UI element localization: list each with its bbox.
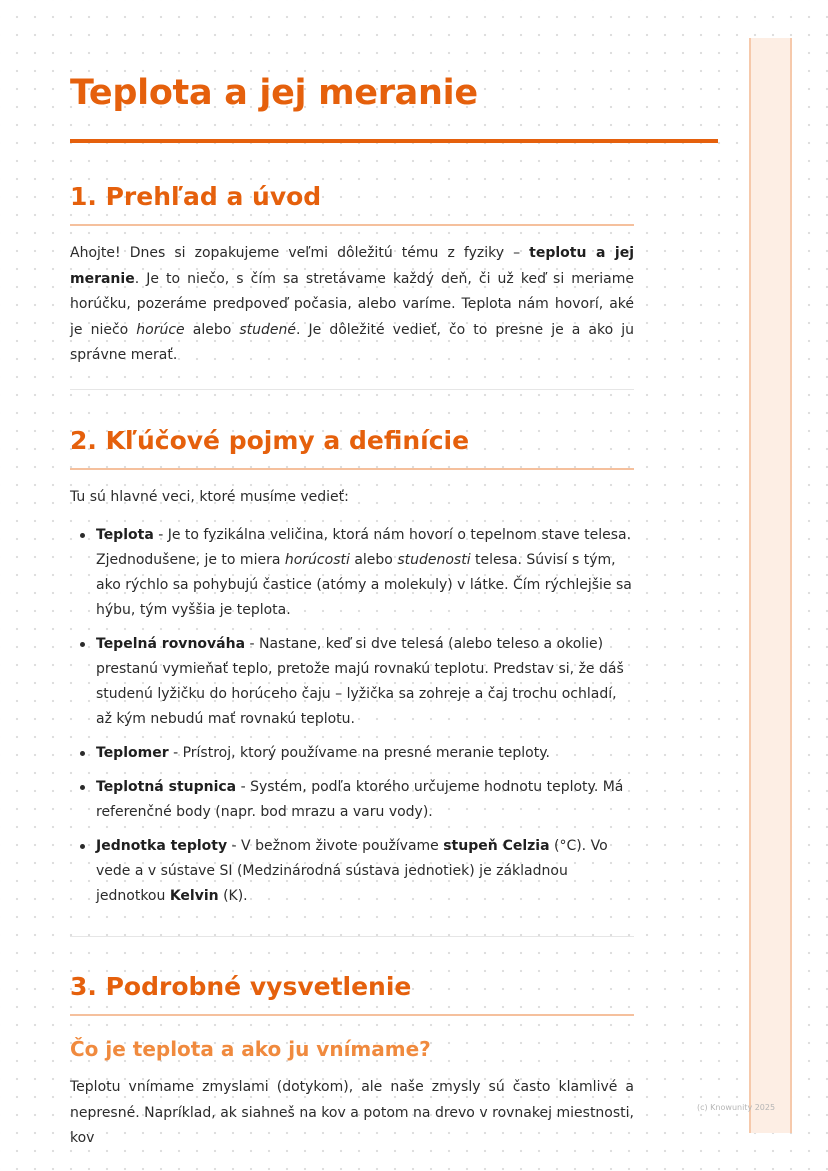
list-item: Jednotka teploty - V bežnom živote používame stupeň Celzia (°C). Vo vede a v sústave SI (Medzinárodná sústava jednotiek) je základnou jednotkou Kelvin (K). <box>70 834 634 909</box>
section-3-heading: 3. Podrobné vysvetlenie <box>70 970 634 1016</box>
copyright-footer: (c) Knowunity 2025 <box>697 1103 776 1112</box>
section-2-heading: 2. Kľúčové pojmy a definície <box>70 424 634 470</box>
list-item: Tepelná rovnováha - Nastane, keď si dve telesá (alebo teleso a okolie) prestanú vymieňať teplo, pretože majú rovnakú teplotu. Predstav si, že dáš studenú lyžičku do horúceho čaju – lyžička sa zohreje a čaj trochu ochladí, až kým nebudú mať rovnakú teplotu. <box>70 632 634 732</box>
document-body <box>70 68 634 1152</box>
section-1-paragraph: Ahojte! Dnes si zopakujeme veľmi dôležitú tému z fyziky – teplotu a jej meranie. Je to niečo, s čím sa stretávame každý deň, či už keď si meriame horúčku, pozeráme predpoveď počasia, alebo varíme. Teplota nám hovorí, aké je niečo horúce alebo studené. Je dôležité vedieť, čo to presne je a ako ju správne merať. <box>70 245 635 363</box>
page-title: Teplota a jej meranie <box>70 73 478 113</box>
subsection-heading: Čo je teplota a ako ju vnímame? <box>70 1037 431 1061</box>
side-margin-strip <box>749 38 792 1133</box>
section-2-intro: Tu sú hlavné veci, ktoré musíme vedieť: <box>70 488 349 505</box>
section-1-heading: 1. Prehľad a úvod <box>70 180 634 226</box>
definitions-list <box>70 523 634 909</box>
section-3-paragraph: Teplotu vnímame zmyslami (dotykom), ale naše zmysly sú často klamlivé a nepresné. Napríklad, ak siahneš na kov a potom na drevo v rovnakej miestnosti, kov <box>70 1079 634 1146</box>
list-item: Teplota - Je to fyzikálna veličina, ktorá nám hovorí o tepelnom stave telesa. Zjednodušene, je to miera horúcosti alebo studenosti telesa. Súvisí s tým, ako rýchlo sa pohybujú častice (atómy a molekuly) v látke. Čím rýchlejšie sa hýbu, tým vyššia je teplota. <box>70 523 634 623</box>
list-item: Teplotná stupnica - Systém, podľa ktorého určujeme hodnotu teploty. Má referenčné body (napr. bod mrazu a varu vody). <box>70 775 634 825</box>
list-item: Teplomer - Prístroj, ktorý používame na presné meranie teploty. <box>70 741 634 766</box>
